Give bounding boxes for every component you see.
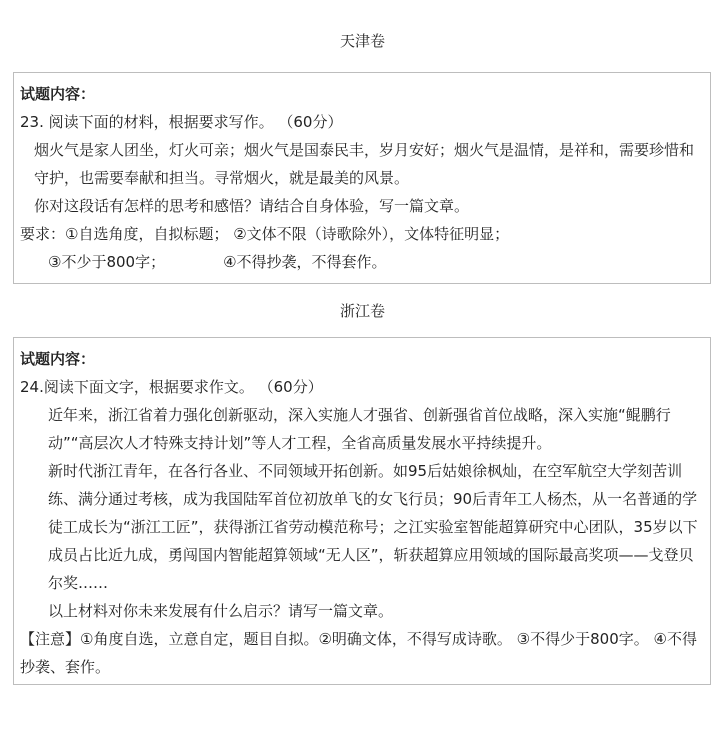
material-passage: 烟火气是家人团坐，灯火可亲；烟火气是国泰民丰，岁月安好；烟火气是温情，是祥和，需要珍惜和守护，也需要奉献和担当。寻常烟火，就是最美的风景。	[34, 141, 695, 187]
question-stem: 24.阅读下面文字，根据要求作文。 （60分）	[20, 378, 323, 396]
section-title-tianjin: 天津卷	[339, 32, 385, 50]
requirement-item: ③不少于800字；	[48, 253, 166, 271]
requirements-line: 要求：①自选角度，自拟标题； ②文体不限（诗歌除外），文体特征明显；	[20, 225, 510, 243]
question-box-tianjin	[13, 72, 711, 284]
section-title-zhejiang: 浙江卷	[339, 302, 385, 320]
requirement-item: ④不得抄袭，不得套作。	[223, 253, 387, 271]
material-paragraph: 新时代浙江青年，在各行各业、不同领域开拓创新。如95后姑娘徐枫灿，在空军航空大学刻苦训练、满分通过考核，成为我国陆军首位初放单飞的女飞行员；90后青年工人杨杰，从一名普通的学徒工成长为“浙江工匠”，获得浙江省劳动模范称号；之江实验室智能超算研究中心团队，35岁以下成员占比近九成，勇闯国内智能超算领域“无人区”，斩获超算应用领域的国际最高奖项——戈登贝尔奖……	[48, 462, 698, 592]
material-paragraph: 近年来，浙江省着力强化创新驱动，深入实施人才强省、创新强省首位战略，深入实施“鲲鹏行动”“高层次人才特殊支持计划”等人才工程，全省高质量发展水平持续提升。	[48, 406, 671, 452]
question-stem: 23. 阅读下面的材料，根据要求写作。 （60分）	[20, 113, 343, 131]
writing-prompt: 以上材料对你未来发展有什么启示？请写一篇文章。	[48, 602, 394, 620]
content-label: 试题内容：	[20, 350, 96, 368]
content-label: 试题内容：	[20, 85, 96, 103]
notice-text: 【注意】①角度自选，立意自定，题目自拟。②明确文体，不得写成诗歌。 ③不得少于800字。 ④不得抄袭、套作。	[20, 630, 697, 676]
requirements-line-2	[20, 248, 704, 276]
writing-prompt: 你对这段话有怎样的思考和感悟？请结合自身体验，写一篇文章。	[34, 197, 470, 215]
question-box-zhejiang	[13, 337, 711, 685]
